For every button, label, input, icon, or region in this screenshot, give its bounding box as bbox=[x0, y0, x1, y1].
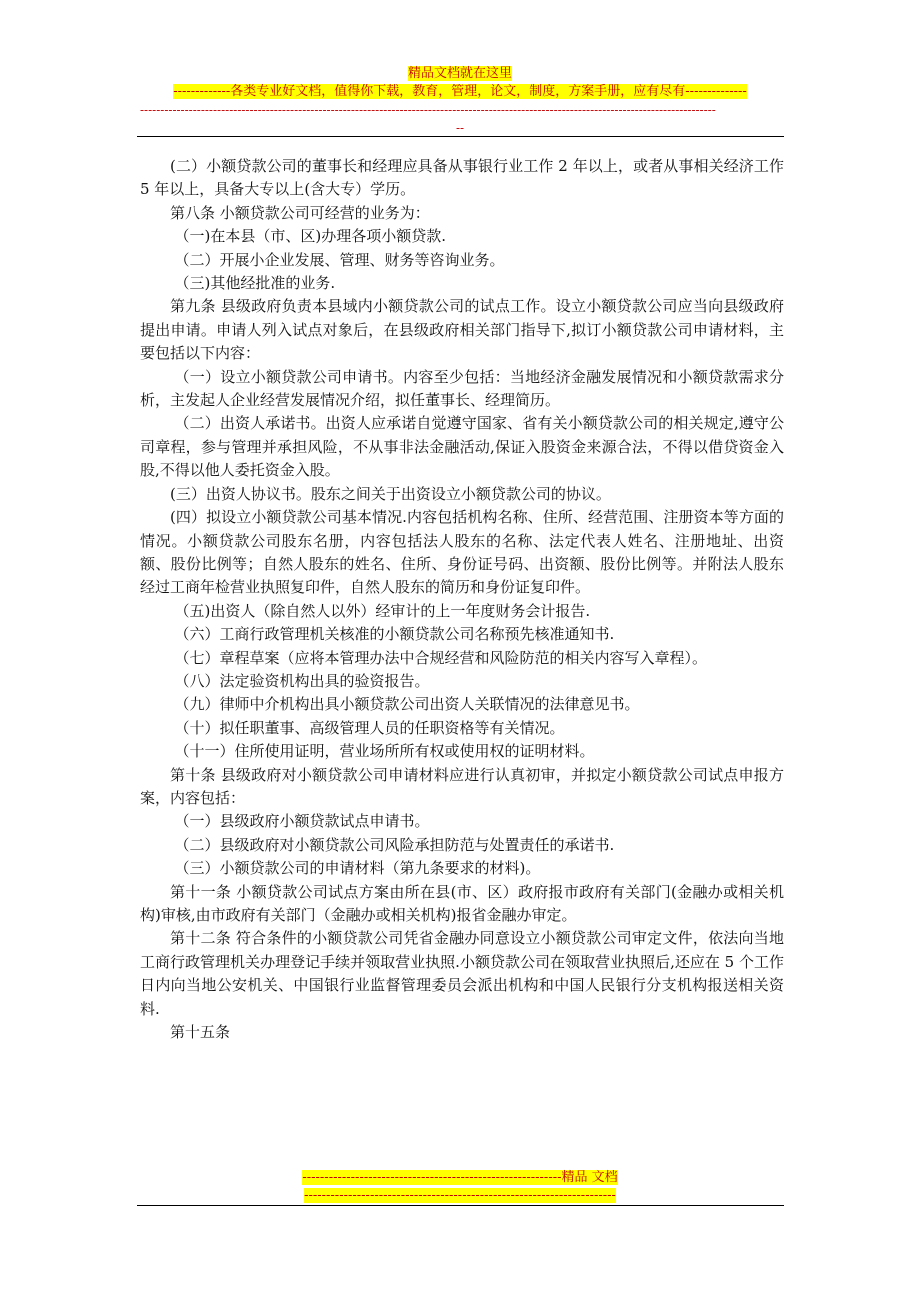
paragraph: 第十二条 符合条件的小额贷款公司凭省金融办同意设立小额贷款公司审定文件，依法向当地工商行政管理机关办理登记手续并领取营业执照.小额贷款公司在领取营业执照后,还应在 5 个工作日内向当地公安机关、中国银行业监督管理委员会派出机构和中国人民银行分支机构报送相关资料. bbox=[140, 929, 784, 1018]
paragraph: （一）设立小额贷款公司申请书。内容至少包括：当地经济金融发展情况和小额贷款需求分析，主发起人企业经营发展情况介绍，拟任董事长、经理简历。 bbox=[140, 367, 784, 410]
paragraph: (三）出资人协议书。股东之间关于出资设立小额贷款公司的协议。 bbox=[170, 484, 611, 503]
header-dash-tail: -- bbox=[455, 121, 465, 135]
paragraph: （二）开展小企业发展、管理、财务等咨询业务。 bbox=[174, 250, 505, 269]
paragraph: （九）律师中介机构出具小额贷款公司出资人关联情况的法律意见书。 bbox=[174, 695, 640, 714]
header-dash-line: ---------------------------------------------------------------------------------------------------------------------------------------------- bbox=[140, 103, 716, 117]
footer-line-1: -----------------------------------------------------------精品 文档 bbox=[302, 1170, 618, 1185]
header-subtitle: -------------各类专业好文档，值得你下载，教育，管理，论文，制度，方案手册，应有尽有-------------- bbox=[173, 84, 747, 99]
paragraph: （一）县级政府小额贷款试点申请书。 bbox=[174, 812, 430, 831]
paragraph: （八）法定验资机构出具的验资报告。 bbox=[174, 671, 430, 690]
header-rule bbox=[137, 136, 784, 137]
document-body bbox=[140, 155, 784, 1044]
paragraph: （七）章程草案（应将本管理办法中合规经营和风险防范的相关内容写入章程）。 bbox=[174, 648, 708, 667]
paragraph: （一)在本县（市、区)办理各项小额贷款. bbox=[174, 227, 446, 246]
paragraph: （三)其他经批准的业务. bbox=[174, 274, 336, 293]
footer-line-2: ----------------------------------------------------------------------- bbox=[304, 1188, 616, 1203]
paragraph: （五)出资人（除自然人以外）经审计的上一年度财务会计报告. bbox=[174, 601, 591, 620]
paragraph: 第八条 小额贷款公司可经营的业务为： bbox=[170, 203, 430, 222]
paragraph: （三）小额贷款公司的申请材料（第九条要求的材料)。 bbox=[174, 859, 541, 878]
paragraph: (四）拟设立小额贷款公司基本情况.内容包括机构名称、住所、经营范围、注册资本等方面的情况。小额贷款公司股东名册，内容包括法人股东的名称、法定代表人姓名、注册地址、出资额、股份比例等；自然人股东的姓名、住所、身份证号码、出资额、股份比例等。并附法人股东经过工商年检营业执照复印件，自然人股东的简历和身份证复印件。 bbox=[140, 508, 784, 597]
header-title: 精品文档就在这里 bbox=[407, 66, 512, 81]
paragraph: （十一）住所使用证明，营业场所所有权或使用权的证明材料。 bbox=[174, 742, 595, 761]
paragraph: 第九条 县级政府负责本县域内小额贷款公司的试点工作。设立小额贷款公司应当向县级政府提出申请。申请人列入试点对象后，在县级政府相关部门指导下,拟订小额贷款公司申请材料，主要包括以下内容： bbox=[140, 297, 784, 363]
paragraph: 第十五条 bbox=[170, 1023, 231, 1042]
paragraph: （二）出资人承诺书。出资人应承诺自觉遵守国家、省有关小额贷款公司的相关规定,遵守公司章程，参与管理并承担风险，不从事非法金融活动,保证入股资金来源合法，不得以借贷资金入股,不得以他人委托资金入股。 bbox=[140, 414, 784, 480]
paragraph: （十）拟任职董事、高级管理人员的任职资格等有关情况。 bbox=[174, 718, 565, 737]
paragraph: 第十一条 小额贷款公司试点方案由所在县(市、区）政府报市政府有关部门(金融办或相关机构)审核,由市政府有关部门（金融办或相关机构)报省金融办审定。 bbox=[140, 882, 784, 924]
paragraph: (二）小额贷款公司的董事长和经理应具备从事银行业工作 2 年以上，或者从事相关经济工作 5 年以上，具备大专以上(含大专）学历。 bbox=[140, 157, 784, 199]
paragraph: （六）工商行政管理机关核准的小额贷款公司名称预先核准通知书. bbox=[174, 625, 615, 644]
paragraph: 第十条 县级政府对小额贷款公司申请材料应进行认真初审，并拟定小额贷款公司试点申报方案，内容包括： bbox=[140, 765, 784, 807]
footer-rule bbox=[137, 1205, 784, 1206]
paragraph: （二）县级政府对小额贷款公司风险承担防范与处置责任的承诺书. bbox=[174, 835, 615, 854]
